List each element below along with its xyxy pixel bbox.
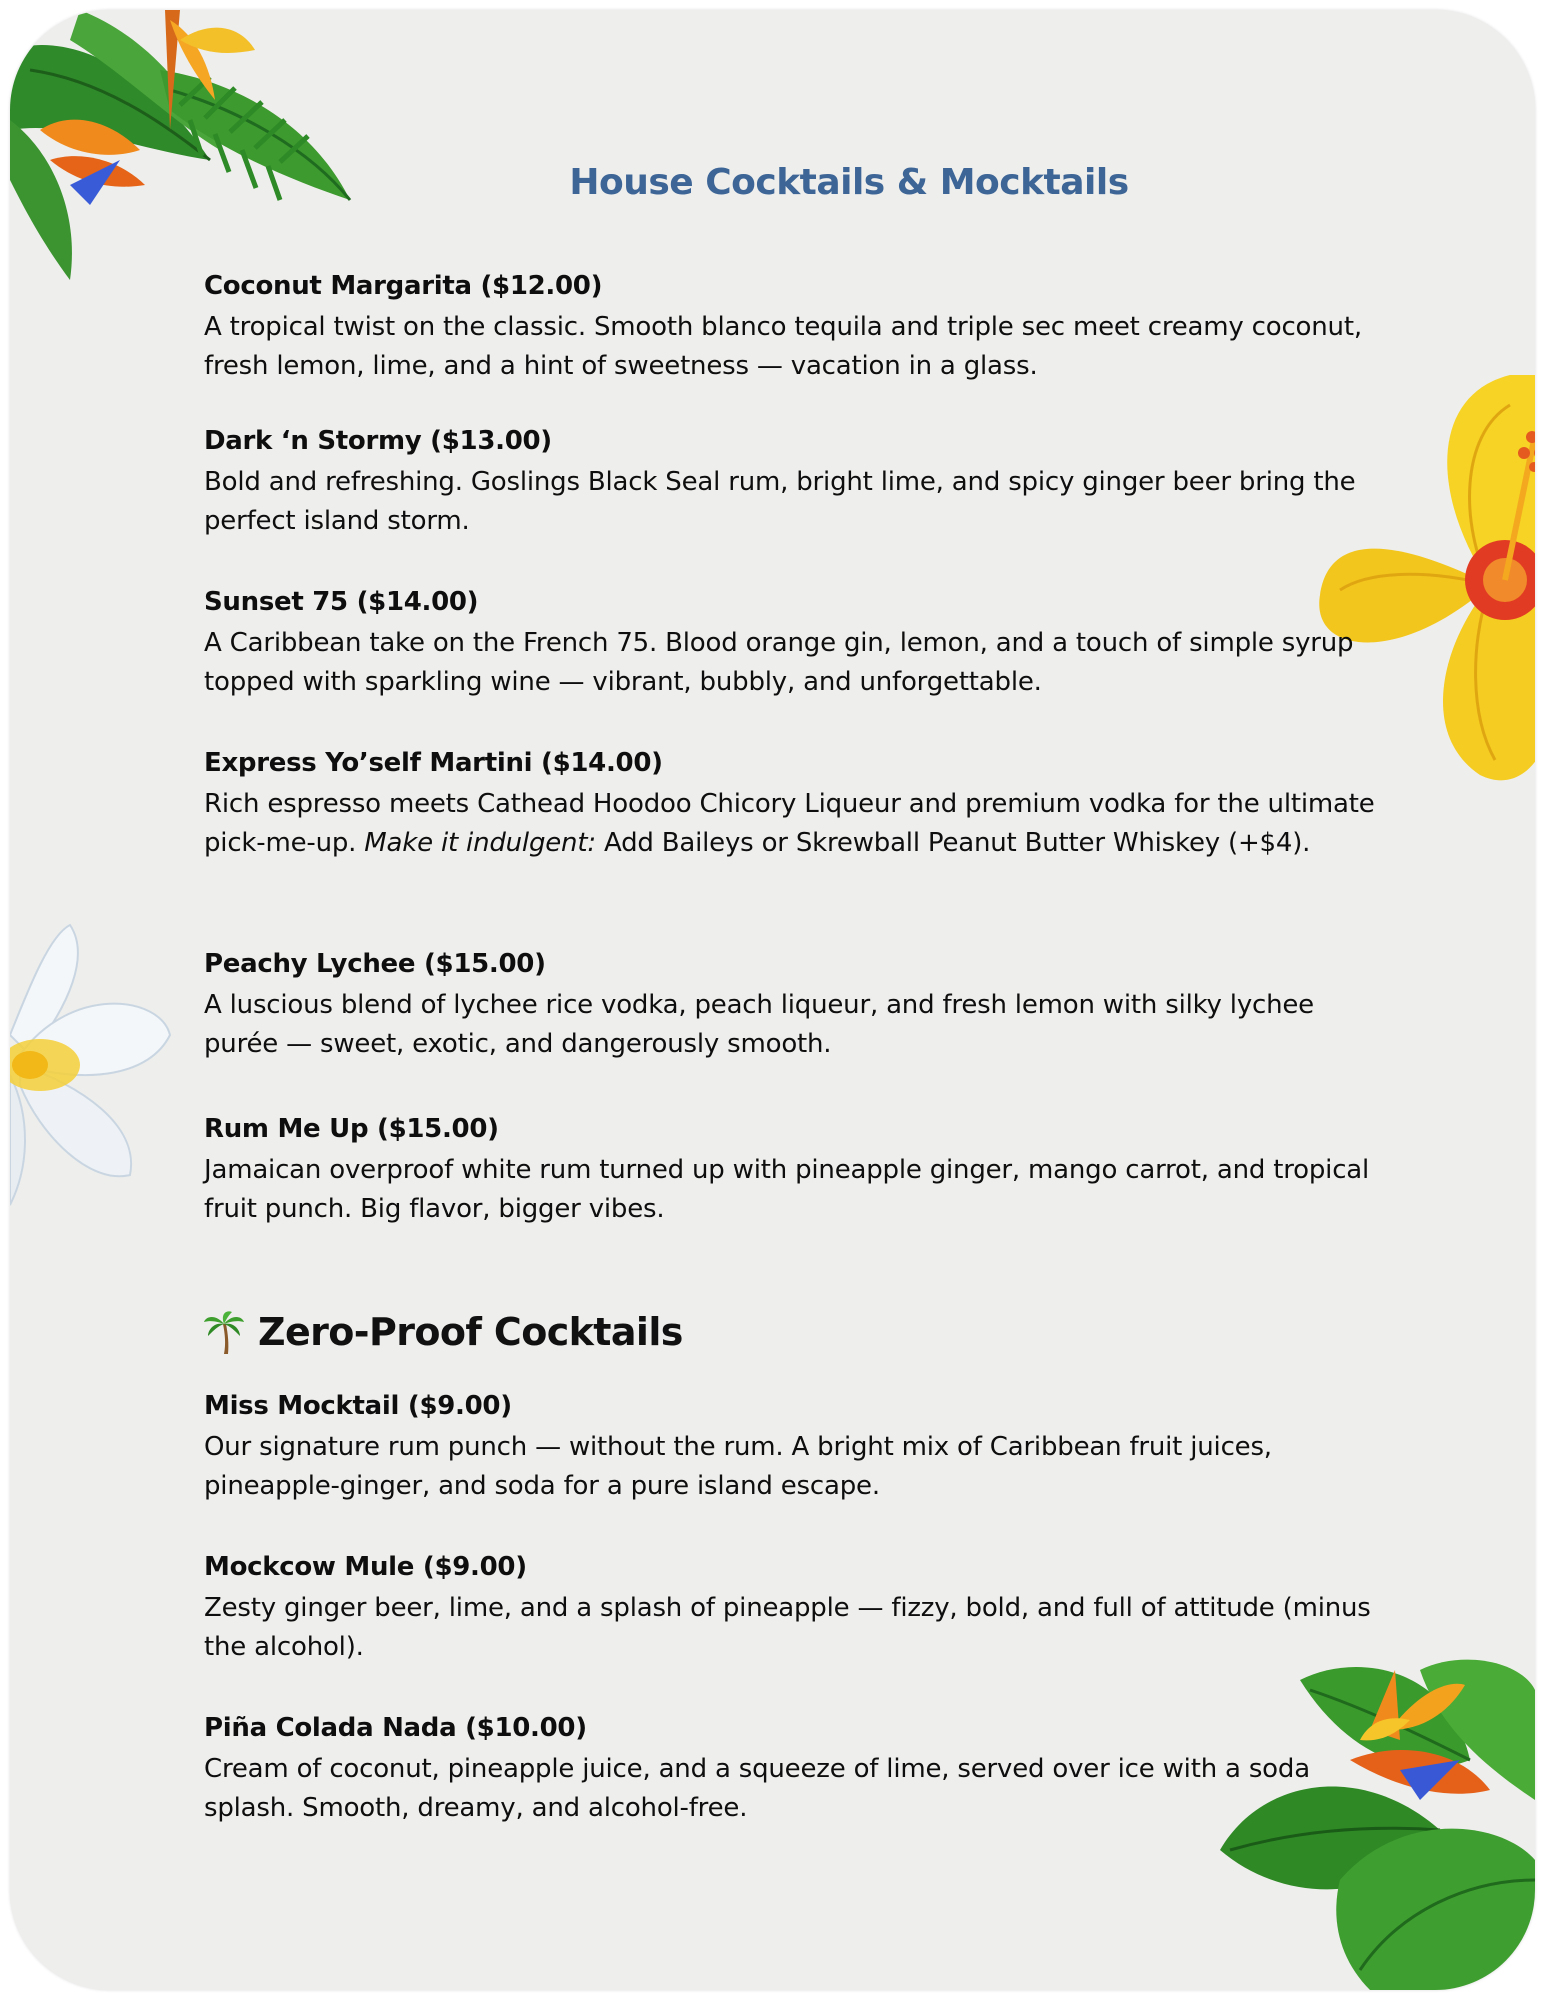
item-name: Sunset 75 ($14.00) [204,587,479,617]
item-description-text: Rich espresso meets Cathead Hoodoo Chicory Liqueur and premium vodka for the ultimate pick-me-up. [204,789,1375,858]
item-name: Piña Colada Nada ($10.00) [204,1713,587,1743]
item-description: A Caribbean take on the French 75. Blood orange gin, lemon, and a touch of simple syrup topped with sparkling wine — vibrant, bubbly, and unforgettable. [204,628,1354,697]
menu-item-peachy-lychee [204,946,1394,1064]
menu-item-rum-me-up [204,1111,1394,1229]
item-name: Miss Mocktail ($9.00) [204,1391,512,1421]
menu-item-sunset-75 [204,584,1394,702]
menu-item-dark-n-stormy [204,423,1394,541]
item-name: Rum Me Up ($15.00) [204,1114,499,1144]
tropical-leaves-top-left-icon [10,10,370,290]
item-description: Bold and refreshing. Goslings Black Seal rum, bright lime, and spicy ginger beer bring the perfect island storm. [204,467,1356,536]
item-description: Cream of coconut, pineapple juice, and a squeeze of lime, served over ice with a soda splash. Smooth, dreamy, and alcohol-free. [204,1754,1310,1823]
item-description-emphasis: Make it indulgent: [364,828,596,858]
item-description: Zesty ginger beer, lime, and a splash of pineapple — fizzy, bold, and full of attitude (minus the alcohol). [204,1593,1371,1662]
item-description: A luscious blend of lychee rice vodka, peach liqueur, and fresh lemon with silky lychee purée — sweet, exotic, and dangerously smooth. [204,990,1314,1059]
item-name: Peachy Lychee ($15.00) [204,949,546,979]
item-name: Dark ‘n Stormy ($13.00) [204,426,552,456]
palm-tree-icon [204,1310,244,1354]
menu-item-miss-mocktail [204,1388,1394,1506]
page-title: House Cocktails & Mocktails [569,162,1129,203]
item-description: Our signature rum punch — without the rum. A bright mix of Caribbean fruit juices, pineapple-ginger, and soda for a pure island escape. [204,1432,1272,1501]
item-description: A tropical twist on the classic. Smooth blanco tequila and triple sec meet creamy coconut, fresh lemon, lime, and a hint of sweetness — vacation in a glass. [204,312,1362,381]
menu-page [10,10,1535,1990]
zero-proof-heading [204,1310,683,1354]
item-name: Mockcow Mule ($9.00) [204,1552,527,1582]
zero-proof-title: Zero-Proof Cocktails [258,1310,683,1354]
item-name: Coconut Margarita ($12.00) [204,271,603,301]
item-description [204,785,1394,863]
menu-item-pina-colada-nada [204,1710,1394,1828]
menu-item-express-yoself-martini [204,745,1394,863]
menu-item-coconut-margarita [204,268,1394,386]
item-description: Jamaican overproof white rum turned up with pineapple ginger, mango carrot, and tropical fruit punch. Big flavor, bigger vibes. [204,1155,1370,1224]
menu-item-mockcow-mule [204,1549,1394,1667]
plumeria-flower-icon [10,925,170,1205]
item-name: Express Yo’self Martini ($14.00) [204,748,663,778]
item-description-text-2: Add Baileys or Skrewball Peanut Butter Whiskey (+$4). [595,828,1311,858]
